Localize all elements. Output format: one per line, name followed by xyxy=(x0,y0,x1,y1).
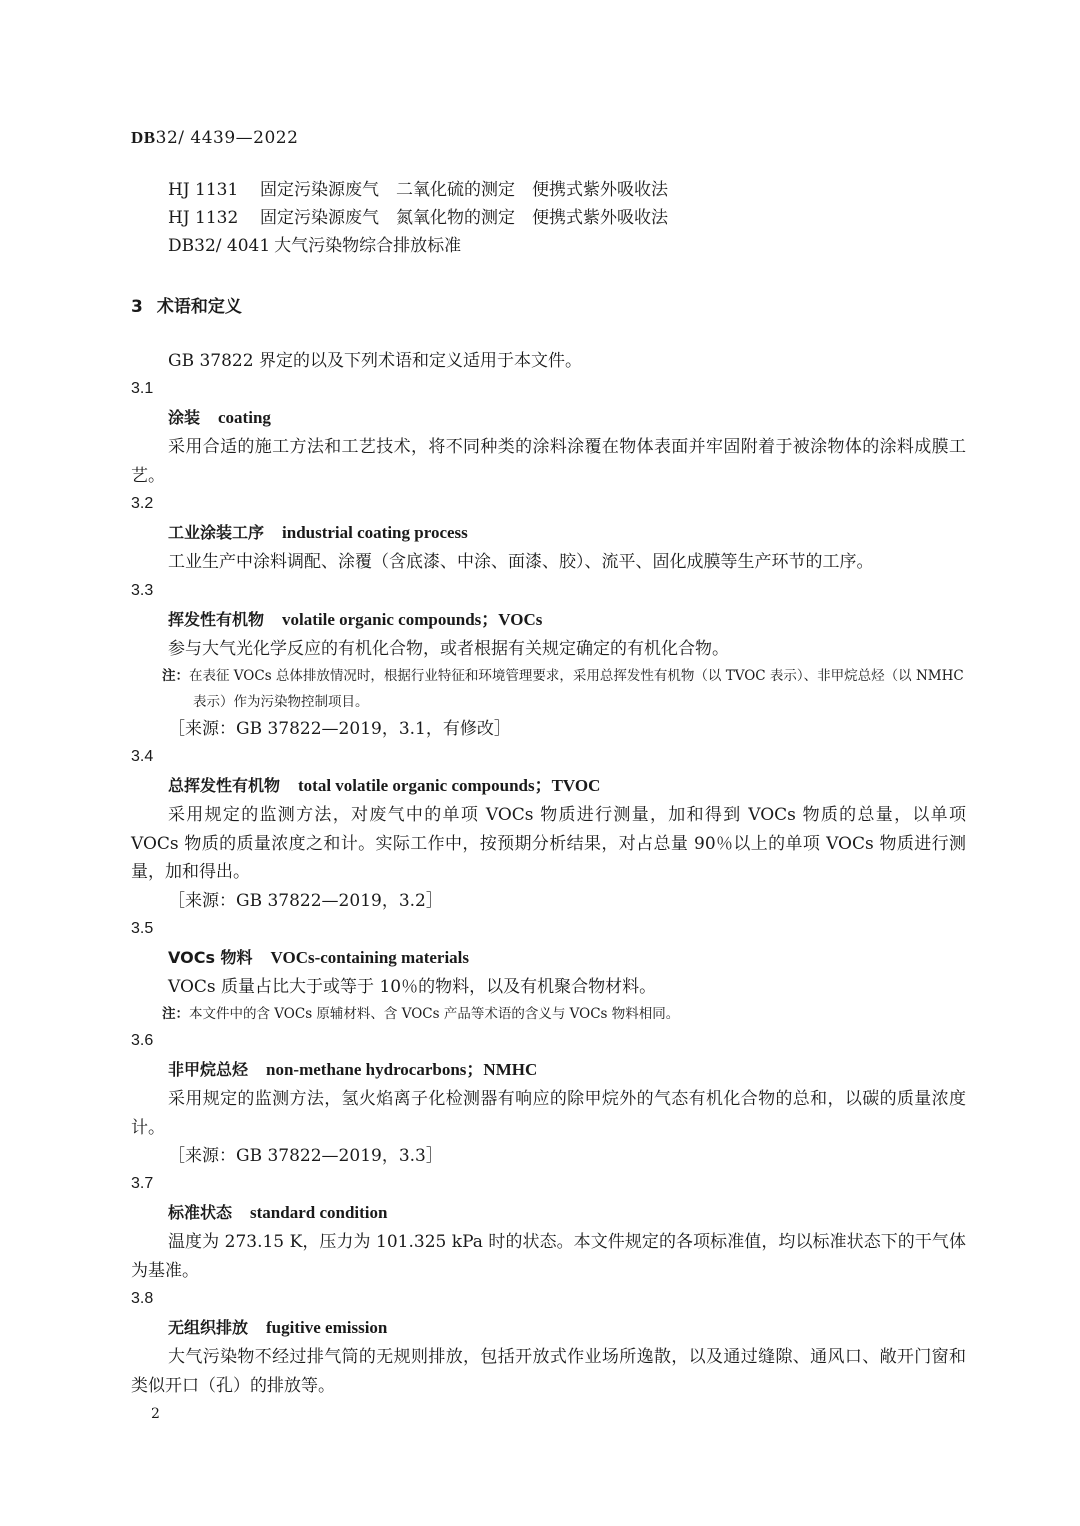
term-en: standard condition xyxy=(250,1203,388,1222)
reference-code: HJ 1132 xyxy=(168,208,239,228)
term-en: coating xyxy=(218,408,271,427)
reference-title: 固定污染源废气 二氧化硫的测定 便携式紫外吸收法 xyxy=(260,180,668,200)
section-title: 术语和定义 xyxy=(156,297,242,317)
header-rest: 32/ 4439—2022 xyxy=(155,128,299,148)
term-heading xyxy=(131,518,966,548)
term-source: ［来源：GB 37822—2019，3.3］ xyxy=(168,1146,443,1166)
term-en: VOCs-containing materials xyxy=(270,947,470,967)
term-zh: 无组织排放 xyxy=(168,1318,249,1337)
term-definition: 采用规定的监测方法，对废气中的单项 VOCs 物质进行测量，加和得到 VOCs 物质的总量，以单项 VOCs 物质的质量浓度之和计。实际工作中，按预期分析结果，对占总量 90％以上的单项 VOCs 物质进行测量，加和得出。 xyxy=(131,805,966,882)
note-text: 在表征 VOCs 总体排放情况时，根据行业特征和环境管理要求，采用总挥发性有机物（以 TVOC 表示）、非甲烷总烃（以 NMHC 表示）作为污染物控制项目。 xyxy=(189,668,964,710)
term-definition: 温度为 273.15 K，压力为 101.325 kPa 时的状态。本文件规定的各项标准值，均以标准状态下的干气体为基准。 xyxy=(131,1232,966,1281)
term-definition: 参与大气光化学反应的有机化合物，或者根据有关规定确定的有机化合物。 xyxy=(168,638,729,659)
reference-title: 固定污染源废气 氮氧化物的测定 便携式紫外吸收法 xyxy=(260,208,668,228)
terms-body xyxy=(131,347,966,1400)
term-heading xyxy=(131,943,966,973)
term-en: non-methane hydrocarbons；NMHC xyxy=(266,1060,538,1079)
term-number: 3.6 xyxy=(131,1032,154,1049)
page-number: 2 xyxy=(151,1406,160,1422)
term-source: ［来源：GB 37822—2019，3.1，有修改］ xyxy=(168,719,511,739)
term-number: 3.7 xyxy=(131,1175,154,1192)
reference-code: DB32/ 4041 xyxy=(168,236,271,256)
term-number: 3.2 xyxy=(131,495,154,512)
term-zh: 总挥发性有机物 xyxy=(168,776,281,795)
term-number: 3.3 xyxy=(131,581,154,599)
term-definition: VOCs 质量占比大于或等于 10％的物料，以及有机聚合物材料。 xyxy=(168,976,657,997)
term-definition: 大气污染物不经过排气筒的无规则排放，包括开放式作业场所逸散，以及通过缝隙、通风口、敞开门窗和类似开口（孔）的排放等。 xyxy=(131,1347,966,1396)
term-zh: 非甲烷总烃 xyxy=(168,1060,249,1079)
term-zh: 标准状态 xyxy=(168,1203,233,1222)
reference-code: HJ 1131 xyxy=(168,180,239,200)
term-heading xyxy=(131,771,966,801)
note-label: 注： xyxy=(162,1006,189,1022)
term-zh: 工业涂装工序 xyxy=(168,523,265,542)
section-number: 3 xyxy=(131,297,143,317)
reference-title: 大气污染物综合排放标准 xyxy=(274,236,462,256)
term-definition: 采用规定的监测方法，氢火焰离子化检测器有响应的除甲烷外的气态有机化合物的总和，以碳的质量浓度计。 xyxy=(131,1089,966,1138)
reference-item xyxy=(168,232,668,260)
term-heading xyxy=(131,1055,966,1085)
standard-number-header xyxy=(131,128,298,148)
term-heading xyxy=(131,1313,966,1343)
term-number: 3.4 xyxy=(131,748,154,765)
term-number: 3.1 xyxy=(131,380,154,397)
term-note xyxy=(131,663,966,715)
reference-item xyxy=(168,176,668,204)
header-prefix: DB xyxy=(131,128,156,147)
term-number: 3.5 xyxy=(131,919,154,937)
term-heading xyxy=(131,403,966,433)
term-note xyxy=(131,1001,966,1027)
reference-item xyxy=(168,204,668,232)
note-text: 本文件中的含 VOCs 原辅材料、含 VOCs 产品等术语的含义与 VOCs 物料相同。 xyxy=(189,1006,680,1022)
term-number: 3.8 xyxy=(131,1290,154,1307)
term-heading xyxy=(131,605,966,635)
section-intro: GB 37822 界定的以及下列术语和定义适用于本文件。 xyxy=(168,351,582,371)
term-en: total volatile organic compounds；TVOC xyxy=(298,776,601,795)
term-source: ［来源：GB 37822—2019，3.2］ xyxy=(168,890,443,911)
term-zh: 挥发性有机物 xyxy=(168,609,265,629)
normative-references-list xyxy=(168,176,668,260)
term-en: fugitive emission xyxy=(266,1318,388,1337)
section-heading xyxy=(131,292,242,317)
term-en: industrial coating process xyxy=(282,523,468,542)
term-definition: 采用合适的施工方法和工艺技术，将不同种类的涂料涂覆在物体表面并牢固附着于被涂物体的涂料成膜工艺。 xyxy=(131,437,966,486)
note-label: 注： xyxy=(162,668,189,684)
term-zh: 涂装 xyxy=(168,408,201,427)
term-definition: 工业生产中涂料调配、涂覆（含底漆、中涂、面漆、胶）、流平、固化成膜等生产环节的工序。 xyxy=(168,552,874,572)
term-en: volatile organic compounds；VOCs xyxy=(282,609,543,629)
term-heading xyxy=(131,1198,966,1228)
term-zh: VOCs 物料 xyxy=(168,947,253,967)
